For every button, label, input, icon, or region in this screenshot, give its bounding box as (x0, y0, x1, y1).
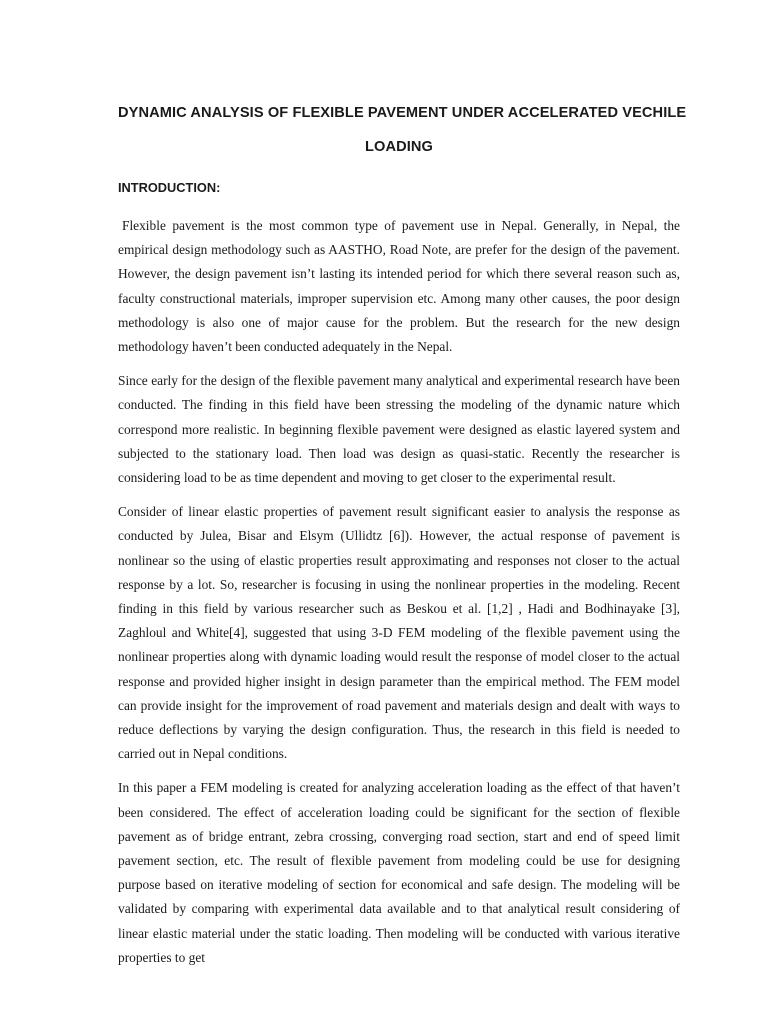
paragraph-4: In this paper a FEM modeling is created for analyzing acceleration loading as the effect of that haven’t been considered. The effect of acceleration loading could be significant for the section of flexible pavement as of bridge entrant, zebra crossing, converging road section, start and end of speed limit pavement section, etc. The result of flexible pavement from modeling could be use for designing purpose based on iterative modeling of section for economical and safe design. The modeling will be validated by comparing with experimental data available and to that analytical result considering of linear elastic material under the static loading. Then modeling will be conducted with various iterative properties to get (118, 780, 680, 965)
document-title-line-2: LOADING (365, 139, 433, 155)
document-title (118, 96, 687, 164)
paragraph-2: Since early for the design of the flexible pavement many analytical and experimental research have been conducted. The finding in this field have been stressing the modeling of the dynamic nature which correspond more realistic. In beginning flexible pavement were designed as elastic layered system and subjected to the stationary load. Then load was design as quasi-static. Recently the researcher is considering load to be as time dependent and moving to get closer to the experimental result. (118, 373, 680, 486)
section-heading-introduction: INTRODUCTION: (118, 180, 221, 195)
paragraph-3: Consider of linear elastic properties of pavement result significant easier to analysis the response as conducted by Julea, Bisar and Elsym (Ullidtz [6]). However, the actual response of pavement is nonlinear so the using of elastic properties result approximating and responses not closer to the actual response by a lot. So, researcher is focusing in using the nonlinear properties in the modeling. Recent finding in this field by various researcher such as Beskou et al. [1,2] , Hadi and Bodhinayake [3], Zaghloul and White[4], suggested that using 3-D FEM modeling of the flexible pavement using the nonlinear properties along with dynamic loading would result the response of model closer to the actual response and provided higher insight in design parameter than the empirical method. The FEM model can provide insight for the improvement of road pavement and materials design and dealt with ways to reduce deflections by varying the design configuration. Thus, the research in this field is needed to carried out in Nepal conditions. (118, 504, 680, 762)
paragraph-1: Flexible pavement is the most common type of pavement use in Nepal. Generally, in Nepal, the empirical design methodology such as AASTHO, Road Note, are prefer for the design of the pavement. However, the design pavement isn’t lasting its intended period for which there several reason such as, faculty constructional materials, improper supervision etc. Among many other causes, the poor design methodology is also one of major cause for the problem. But the research for the new design methodology haven’t been conducted adequately in the Nepal. (118, 218, 680, 355)
document-title-line-1: DYNAMIC ANALYSIS OF FLEXIBLE PAVEMENT UNDER ACCELERATED VECHILE (118, 105, 687, 121)
